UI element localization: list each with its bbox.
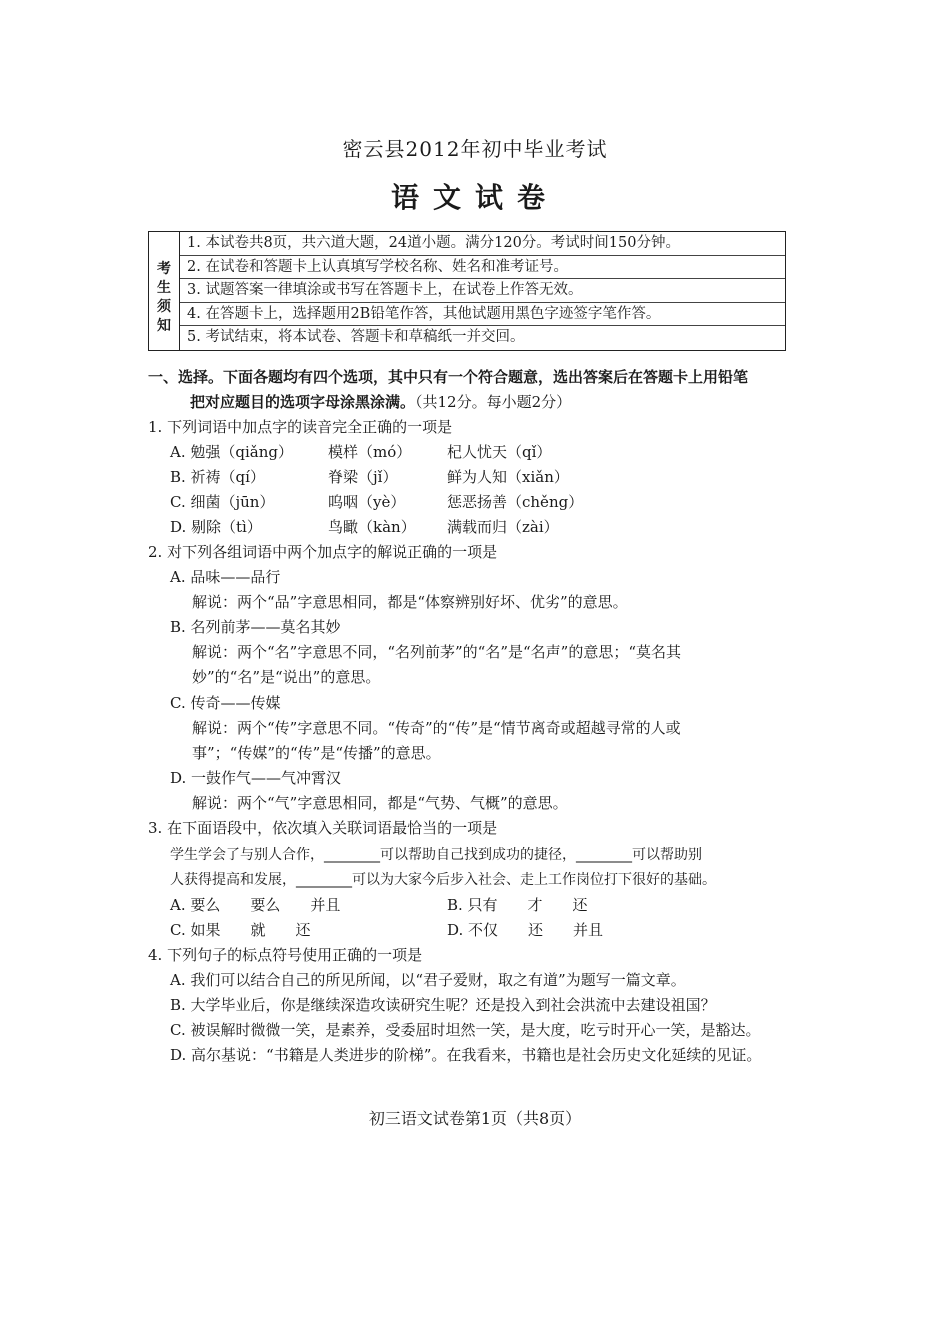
q2-note-c-line1: 解说：两个“传”字意思不同。“传奇”的“传”是“情节离奇或超越寻常的人或 <box>192 719 681 737</box>
q1-option-d-3: 满载而归（zài） <box>447 518 559 536</box>
notice-label-char: 考 <box>157 261 171 277</box>
q2-note-b-line1: 解说：两个“名”字意思不同，“名列前茅”的“名”是“名声”的意思；“莫名其 <box>192 643 682 661</box>
q1-option-c-2: 呜咽（yè） <box>328 493 406 511</box>
notice-item: 4. 在答题卡上，选择题用2B铅笔作答，其他试题用黑色字迹签字笔作答。 <box>180 303 785 327</box>
q2-option-c: C. 传奇——传媒 <box>170 694 281 712</box>
q1-option-d-2: 鸟瞰（kàn） <box>328 518 416 536</box>
q4-stem: 4. 下列句子的标点符号使用正确的一项是 <box>148 946 423 964</box>
q4-option-c: C. 被误解时微微一笑，是素养，受委屈时坦然一笑，是大度，吃亏时开心一笑，是豁达。 <box>170 1021 761 1039</box>
q1-stem: 1. 下列词语中加点字的读音完全正确的一项是 <box>148 418 453 436</box>
q1-option-a-3: 杞人忧天（qǐ） <box>447 443 552 461</box>
section1-heading-line2 <box>190 392 571 412</box>
q4-option-a: A. 我们可以结合自己的所见所闻，以“君子爱财，取之有道”为题写一篇文章。 <box>170 971 686 989</box>
q3-passage-line1: 学生学会了与别人合作，________可以帮助自己找到成功的捷径，________可以帮助别 <box>170 847 702 863</box>
q1-option-d-1: D. 剔除（tì） <box>170 518 262 536</box>
q2-note-d: 解说：两个“气”字意思相同，都是“气势、气概”的意思。 <box>192 794 568 812</box>
q2-option-d: D. 一鼓作气——气冲霄汉 <box>170 769 342 787</box>
notice-item: 3. 试题答案一律填涂或书写在答题卡上，在试卷上作答无效。 <box>180 279 785 303</box>
notice-label-char: 须 <box>157 299 171 315</box>
q1-option-b-1: B. 祈祷（qí） <box>170 468 265 486</box>
q4-option-d: D. 高尔基说：“书籍是人类进步的阶梯”。在我看来，书籍也是社会历史文化延续的见证。 <box>170 1046 762 1064</box>
q1-option-a-2: 模样（mó） <box>328 443 412 461</box>
q3-option-d: D. 不仅 还 并且 <box>447 921 604 939</box>
notice-item: 2. 在试卷和答题卡上认真填写学校名称、姓名和准考证号。 <box>180 256 785 280</box>
section1-heading-bold: 把对应题目的选项字母涂黑涂满。 <box>190 393 416 411</box>
section1-heading-note: （共12分。每小题2分） <box>415 393 572 411</box>
exam-subtitle: 语文试卷 <box>390 181 559 214</box>
q2-option-a: A. 品味——品行 <box>170 568 281 586</box>
q2-note-b-line2: 妙”的“名”是“说出”的意思。 <box>192 668 381 686</box>
notice-box <box>148 231 786 351</box>
q2-option-b: B. 名列前茅——莫名其妙 <box>170 618 341 636</box>
notice-label <box>149 232 180 350</box>
notice-item: 5. 考试结束，将本试卷、答题卡和草稿纸一并交回。 <box>187 329 525 346</box>
q3-option-c: C. 如果 就 还 <box>170 921 311 939</box>
q1-option-c-1: C. 细菌（jūn） <box>170 493 275 511</box>
q1-option-b-2: 脊梁（jǐ） <box>328 468 398 486</box>
q3-stem: 3. 在下面语段中，依次填入关联词语最恰当的一项是 <box>148 819 498 837</box>
q2-note-c-line2: 事”；“传媒”的“传”是“传播”的意思。 <box>192 744 441 762</box>
notice-label-char: 知 <box>157 318 171 334</box>
q1-option-c-3: 惩恶扬善（chěng） <box>447 493 584 511</box>
q2-note-a: 解说：两个“品”字意思相同，都是“体察辨别好坏、优劣”的意思。 <box>192 593 628 611</box>
q3-option-a: A. 要么 要么 并且 <box>170 896 341 914</box>
exam-title: 密云县2012年初中毕业考试 <box>342 137 608 161</box>
q1-option-b-3: 鲜为人知（xiǎn） <box>447 468 569 486</box>
q3-passage-line2: 人获得提高和发展，________可以为大家今后步入社会、走上工作岗位打下很好的基础。 <box>170 872 716 888</box>
q1-option-a-1: A. 勉强（qiǎng） <box>170 443 293 461</box>
q3-option-b: B. 只有 才 还 <box>447 896 588 914</box>
q2-stem: 2. 对下列各组词语中两个加点字的解说正确的一项是 <box>148 543 498 561</box>
section1-heading-line1: 一、选择。下面各题均有四个选项，其中只有一个符合题意，选出答案后在答题卡上用铅笔 <box>148 368 749 386</box>
page-footer: 初三语文试卷第1页（共8页） <box>368 1109 582 1128</box>
q4-option-b: B. 大学毕业后，你是继续深造攻读研究生呢？还是投入到社会洪流中去建设祖国？ <box>170 996 716 1014</box>
notice-label-char: 生 <box>157 280 171 296</box>
notice-item: 1. 本试卷共8页，共六道大题，24道小题。满分120分。考试时间150分钟。 <box>180 232 785 256</box>
